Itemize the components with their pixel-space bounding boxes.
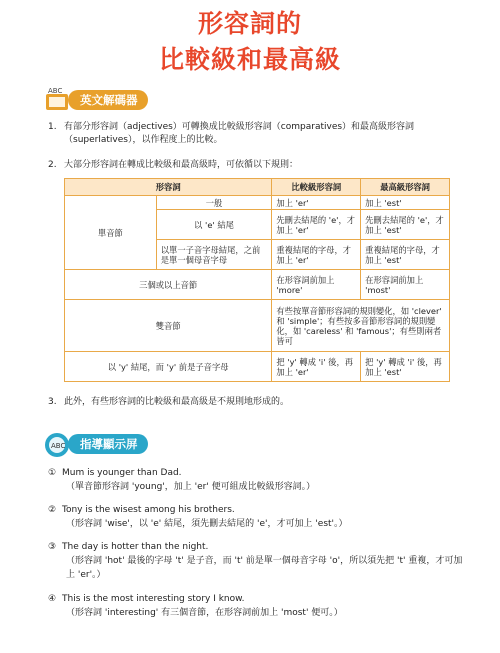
table-cell: 把 'y' 轉成 'i' 後，再加上 'est' xyxy=(361,352,450,382)
example-explanation: （形容詞 'interesting' 有三個音節，在形容詞前加上 'most' 便可。） xyxy=(66,608,343,618)
example-explanation: （形容詞 'hot' 最後的字母 't' 是子音，而 't' 前是單一個母音字母 'o'，所以須先把 't' 重複，才可加上 'er'。） xyxy=(66,556,463,580)
example-explanation: （形容詞 'wise'，以 'e' 結尾，須先刪去結尾的 'e'，才可加上 'est'。） xyxy=(66,519,348,529)
point-number: 2. xyxy=(48,160,57,170)
table-cell: 有些按單音節形容詞的規則變化，如 'clever' 和 'simple'；有些按多音節形容詞的規則變化，如 'careless' 和 'famous'；有些則兩者皆可 xyxy=(272,300,450,352)
page-title-line1: 形容詞的 xyxy=(197,9,302,38)
table-cell: 在形容詞前加上 'more' xyxy=(272,270,361,300)
example-item xyxy=(48,540,468,582)
svg-text:ABC: ABC xyxy=(51,442,66,450)
example-item xyxy=(48,503,348,531)
point-text: 此外，有些形容詞的比較級和最高級是不規則地形成的。 xyxy=(64,397,290,407)
table-cell: 重複結尾的字母，才加上 'er' xyxy=(272,240,361,270)
example-number: ④ xyxy=(48,594,57,604)
point-line: 有部分形容詞（adjectives）可轉換成比較級形容詞（comparatives）和最高級形容詞 xyxy=(64,122,415,132)
table-header-row xyxy=(65,179,450,196)
page-title-line2: 比較級和最高級 xyxy=(158,45,341,74)
example-item xyxy=(48,592,343,620)
point-number: 3. xyxy=(48,397,57,407)
point-number: 1. xyxy=(48,122,57,132)
example-sentence: This is the most interesting story I know. xyxy=(62,594,245,604)
table-row xyxy=(65,300,450,352)
table-cell: 以 'y' 結尾，而 'y' 前是子音字母 xyxy=(65,352,272,382)
svg-text:ABC: ABC xyxy=(48,87,63,95)
table-cell: 先刪去結尾的 'e'，才加上 'est' xyxy=(361,210,450,240)
example-sentence: The day is hotter than the night. xyxy=(62,542,209,552)
table-row xyxy=(65,196,450,210)
table-row xyxy=(65,352,450,382)
table-cell: 把 'y' 轉成 'i' 後，再加上 'er' xyxy=(272,352,361,382)
point-line: （superlatives），以作程度上的比較。 xyxy=(64,135,223,145)
example-item xyxy=(48,466,315,494)
table-cell: 一般 xyxy=(156,196,272,210)
point-text xyxy=(64,121,484,147)
table-cell: 雙音節 xyxy=(65,300,272,352)
table-cell: 在形容詞前加上 'most' xyxy=(361,270,450,300)
table-cell: 加上 'est' xyxy=(361,196,450,210)
table-cell: 以 'e' 結尾 xyxy=(156,210,272,240)
table-header: 形容詞 xyxy=(65,179,272,196)
table-cell: 三個或以上音節 xyxy=(65,270,272,300)
rules-table xyxy=(64,178,450,382)
table-cell: 以單一子音字母結尾，之前是單一個母音字母 xyxy=(156,240,272,270)
table-header: 比較級形容詞 xyxy=(272,179,361,196)
example-number: ① xyxy=(48,468,57,478)
table-cell: 加上 'er' xyxy=(272,196,361,210)
table-cell: 先刪去結尾的 'e'，才加上 'er' xyxy=(272,210,361,240)
table-cell: 重複結尾的字母，才加上 'est' xyxy=(361,240,450,270)
example-number: ③ xyxy=(48,542,57,552)
section-label: 英文解碼器 xyxy=(68,90,148,110)
section-label: 指導顯示屏 xyxy=(68,434,148,454)
example-explanation: （單音節形容詞 'young'，加上 'er' 便可組成比較級形容詞。） xyxy=(66,482,316,492)
table-row xyxy=(65,270,450,300)
example-sentence: Mum is younger than Dad. xyxy=(62,468,182,478)
point-text: 大部分形容詞在轉成比較級和最高級時，可依循以下規則： xyxy=(64,160,299,170)
table-header: 最高級形容詞 xyxy=(361,179,450,196)
table-cell-group: 單音節 xyxy=(65,196,157,270)
example-sentence: Tony is the wisest among his brothers. xyxy=(62,505,235,515)
example-number: ② xyxy=(48,505,57,515)
